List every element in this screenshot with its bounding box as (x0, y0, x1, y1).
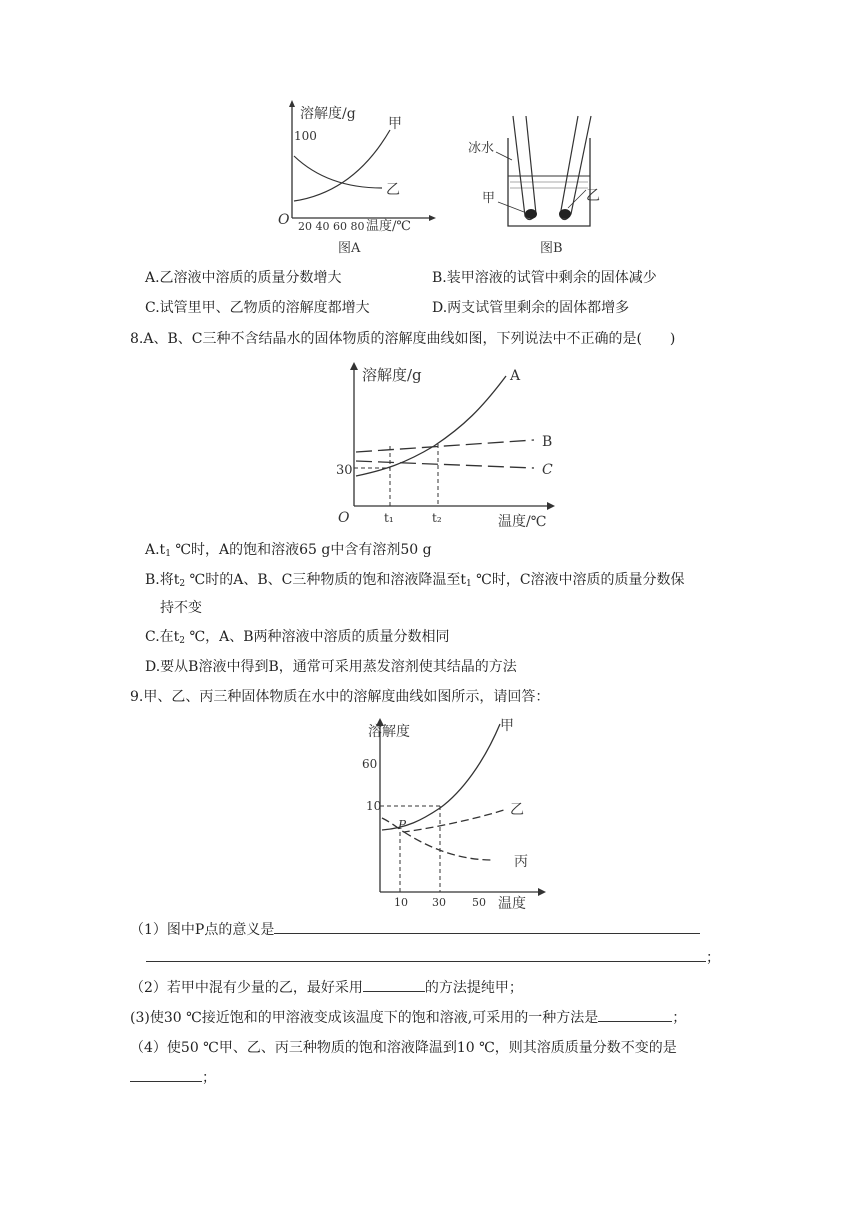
q8-option-b-cont: 持不变 (160, 600, 202, 616)
figa-caption: 图A (338, 241, 361, 256)
q9-fig-ytick-10: 10 (366, 799, 382, 813)
q9-fig-ytick-60: 60 (362, 757, 378, 771)
q8-fig-xlabel: 温度/℃ (498, 514, 547, 530)
q9-fig-label-jia: 甲 (500, 718, 514, 734)
q9-fig-x10: 10 (394, 896, 408, 909)
q8-fig-label-b: B (542, 434, 553, 450)
q7-option-a: A.乙溶液中溶质的质量分数增大 (145, 270, 342, 286)
figa-origin: O (278, 212, 290, 228)
q9-part1: （1）图中P点的意义是 (130, 918, 700, 940)
q9-part4: （4）使50 ℃甲、乙、丙三种物质的饱和溶液降温到10 ℃，则其溶质质量分数不变的是 (130, 1040, 677, 1056)
q8-curve-a (356, 376, 506, 476)
q9-part1-answer-blank-2[interactable] (146, 946, 706, 962)
q9-stem: 9.甲、乙、丙三种固体物质在水中的溶解度曲线如图所示，请回答： (130, 689, 550, 705)
figa-xlabel: 温度/℃ (366, 219, 411, 234)
q9-part3: (3)使30 ℃接近饱和的甲溶液变成该温度下的饱和溶液,可采用的一种方法是 ； (130, 1006, 686, 1028)
q8-option-c: C.在$t_2$ ℃，A、B两种溶液中溶质的质量分数相同 (145, 629, 450, 646)
q7-option-b: B.装甲溶液的试管中剩余的固体减少 (432, 270, 657, 286)
q8-fig-ylabel: 溶解度/g (362, 366, 422, 384)
q8-option-d: D.要从B溶液中得到B，通常可采用蒸发溶剂使其结晶的方法 (145, 659, 517, 675)
q9-fig-label-bing: 丙 (514, 854, 528, 870)
q8-fig-label-a: A (510, 368, 521, 384)
q9-curve-bing (404, 832, 492, 860)
figa-ylabel: 溶解度/g (300, 106, 356, 122)
figa-curve-yi (294, 156, 382, 188)
q8-line-b (356, 440, 534, 452)
q7-option-d: D.两支试管里剩余的固体都增多 (432, 300, 630, 316)
q9-fig-p: P (398, 818, 407, 832)
q9-part3-answer-blank[interactable] (598, 1006, 672, 1022)
q9-fig-x50: 50 (472, 896, 486, 909)
figa-curve-jia-label: 甲 (388, 116, 402, 132)
q8-option-a: $A.t_1$ ℃时，A的饱和溶液65 g中含有溶剂50 g (145, 542, 432, 559)
q9-figure (362, 712, 552, 912)
figa-xticks: 20 40 60 80 (298, 220, 365, 233)
q9-part1-answer-blank[interactable] (274, 918, 700, 934)
q9-part1-line2: ； (146, 946, 720, 968)
q8-stem: 8.A、B、C三种不含结晶水的固体物质的溶解度曲线如图，下列说法中不正确的是( ) (130, 331, 676, 347)
q8-fig-label-c: C (542, 462, 553, 478)
q9-part2: （2）若甲中混有少量的乙，最好采用 的方法提纯甲； (130, 976, 523, 998)
figb-caption: 图B (540, 241, 563, 256)
figure-b (468, 108, 618, 258)
figure-a (272, 98, 442, 260)
q9-fig-ylabel: 溶解度 (368, 724, 410, 740)
q9-fig-label-yi: 乙 (510, 802, 524, 818)
figb-right-label: 乙 (586, 188, 600, 204)
q8-figure (334, 358, 560, 530)
q9-fig-xlabel: 温度 (498, 896, 526, 912)
q9-part4-line2: ； (130, 1066, 216, 1088)
figb-ice-label: 冰水 (468, 141, 495, 156)
q8-fig-ytick: 30 (336, 463, 353, 478)
q9-part4-answer-blank[interactable] (130, 1066, 202, 1082)
q8-option-b: B.将$t_2$ ℃时的A、B、C三种物质的饱和溶液降温至$t_1$ ℃时，C溶液中溶质的质量分数保 (145, 572, 685, 589)
q8-line-c (356, 461, 534, 468)
figa-curve-yi-label: 乙 (386, 182, 400, 198)
q9-part2-answer-blank[interactable] (363, 976, 425, 992)
q8-fig-t1: t₁ (384, 511, 394, 525)
q8-fig-t2: t₂ (432, 511, 442, 525)
q8-fig-origin: O (338, 510, 350, 526)
q9-fig-x30: 30 (432, 896, 446, 909)
q7-option-c: C.试管里甲、乙物质的溶解度都增大 (145, 300, 370, 316)
figb-left-label: 甲 (482, 191, 496, 206)
figa-ytick: 100 (294, 129, 317, 143)
